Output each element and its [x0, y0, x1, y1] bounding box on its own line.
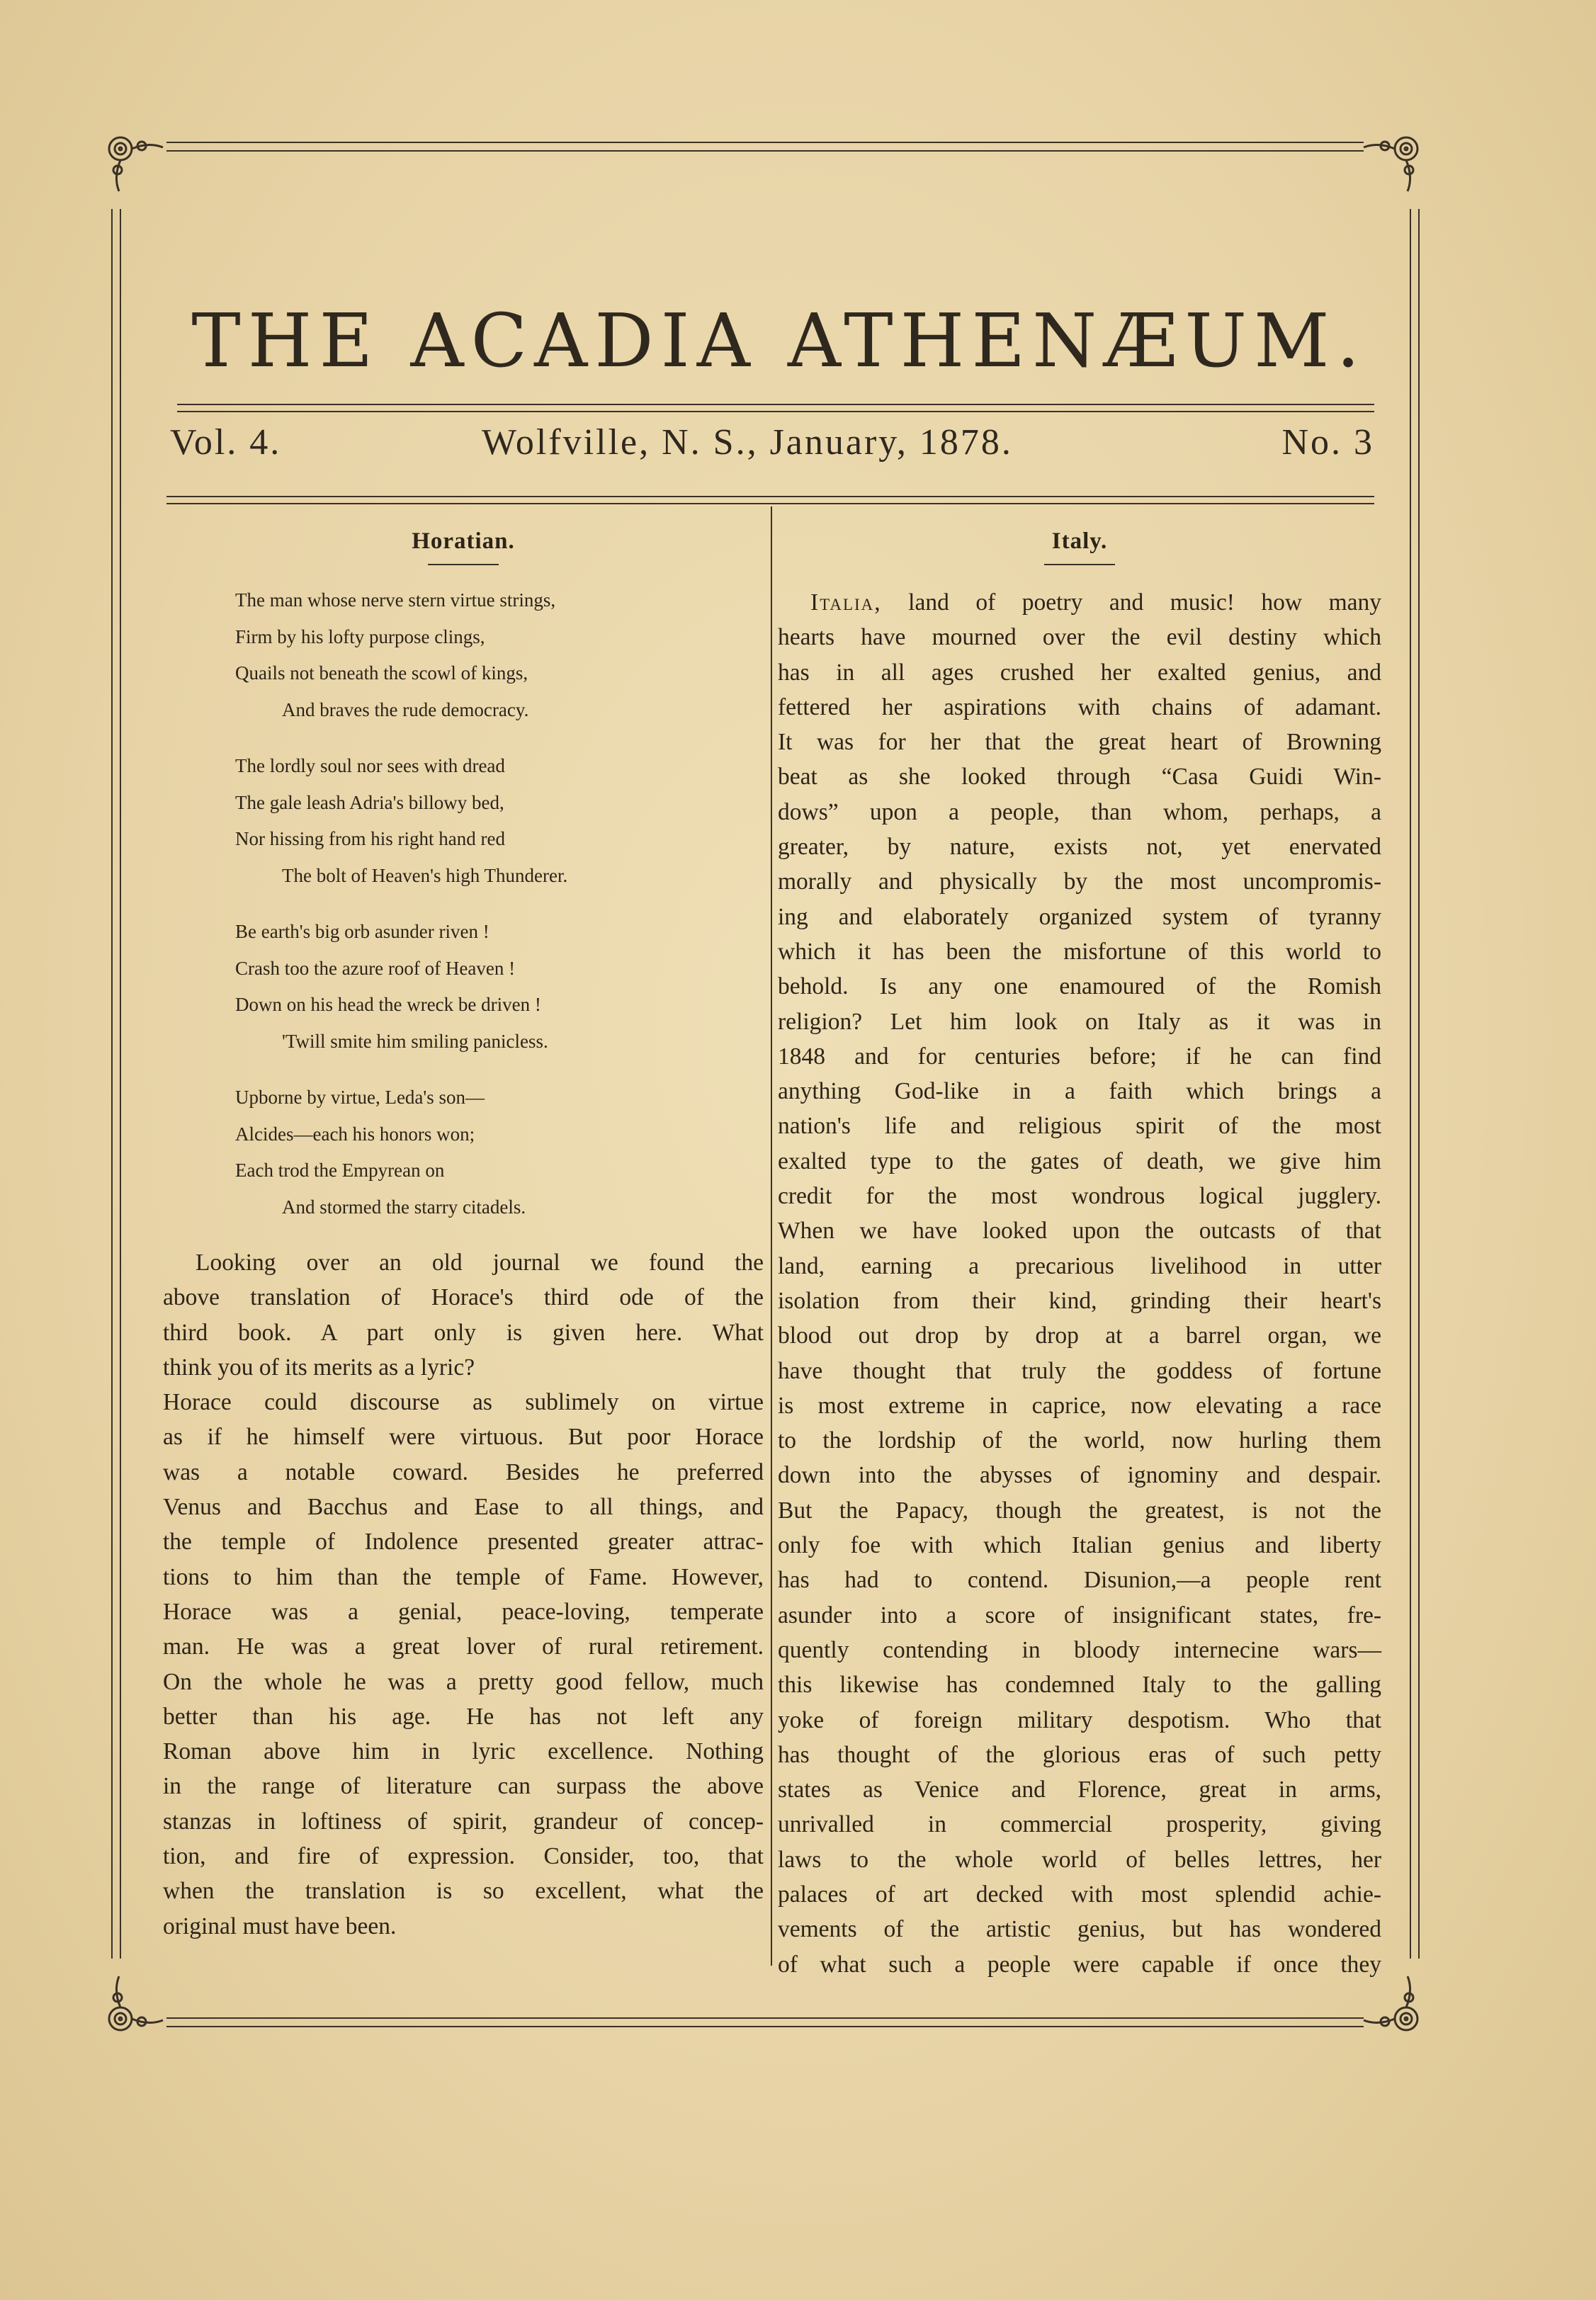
text-line: Looking over an old journal we found the: [196, 1250, 764, 1276]
text-line: is most extreme in caprice, now elevating a race: [778, 1392, 1381, 1419]
text-line: On the whole he was a pretty good fellow, much: [163, 1668, 764, 1695]
text-line: have thought that truly the goddess of fortune: [778, 1357, 1381, 1384]
drop-word: Italia,: [810, 589, 882, 616]
text-line: tions to him than the temple of Fame. However,: [163, 1563, 764, 1590]
text-line: was a notable coward. Besides he preferred: [163, 1458, 764, 1485]
place-date: Wolfville, N. S., January, 1878.: [482, 422, 1013, 463]
masthead-title: THE ACADIA ATHENÆUM.: [191, 298, 1367, 384]
text-line: when the translation is so excellent, what the: [163, 1878, 764, 1905]
text-line: stanzas in loftiness of spirit, grandeur of concep-: [163, 1808, 764, 1835]
text-line: It was for her that the great heart of Browning: [778, 729, 1381, 756]
poem-line: Be earth's big orb asunder riven !: [235, 921, 489, 942]
text-line: blood out drop by drop at a barrel organ, we: [778, 1322, 1381, 1349]
text-line: has had to contend. Disunion,—a people rent: [778, 1567, 1381, 1594]
issue-number: No. 3: [1281, 422, 1374, 463]
text-line: better than his age. He has not left any: [163, 1703, 764, 1730]
article-title-italy: Italy.: [1051, 528, 1108, 554]
column-divider: [771, 506, 772, 1966]
text-line: of what such a people were capable if once they: [778, 1951, 1381, 1978]
text-line: original must have been.: [163, 1913, 397, 1939]
text-line: asunder into a score of insignificant states, fre-: [778, 1602, 1381, 1628]
text-line: which it has been the misfortune of this world to: [778, 938, 1381, 965]
poem-stanza: [235, 1080, 764, 1225]
title-rule: [428, 564, 499, 565]
text-line: man. He was a great lover of rural retirement.: [163, 1633, 764, 1660]
text-line: only foe with which Italian genius and liberty: [778, 1532, 1381, 1559]
text-line: nation's life and religious spirit of the most: [778, 1113, 1381, 1140]
text-line: dows” upon a people, than whom, perhaps, a: [778, 798, 1381, 825]
poem-line: Crash too the azure roof of Heaven !: [235, 957, 516, 979]
text-line: isolation from their kind, grinding their heart's: [778, 1287, 1381, 1314]
poem-line: And braves the rude democracy.: [282, 698, 529, 720]
poem-line: Upborne by virtue, Leda's son—: [235, 1087, 485, 1108]
poem-stanza: [235, 748, 764, 894]
text-line: to the lordship of the world, now hurling them: [778, 1427, 1381, 1454]
text-line: religion? Let him look on Italy as it was in: [778, 1008, 1381, 1035]
text-line: as if he himself were virtuous. But poor Horace: [163, 1424, 764, 1451]
text-line: think you of its merits as a lyric?: [163, 1354, 475, 1381]
poem-line: 'Twill smite him smiling panicless.: [282, 1030, 548, 1052]
text-line: laws to the whole world of belles lettres, her: [778, 1846, 1381, 1873]
text-line: third book. A part only is given here. What: [163, 1319, 764, 1346]
text-line: quently contending in bloody internecine wars—: [778, 1636, 1381, 1663]
poem-line: The lordly soul nor sees with dread: [235, 755, 505, 776]
issue-info: [170, 421, 1374, 485]
text-line: Horace could discourse as sublimely on virtue: [163, 1389, 764, 1416]
text-line: tion, and fire of expression. Consider, too, that: [163, 1843, 764, 1870]
corner-ornament-bottom-left: [99, 1969, 170, 2040]
title-rule: [1044, 564, 1115, 565]
text-line: behold. Is any one enamoured of the Romish: [778, 973, 1381, 1000]
text-line: has in all ages crushed her exalted genius, and: [778, 659, 1381, 686]
text-line: vements of the artistic genius, but has wondered: [778, 1916, 1381, 1943]
poem-line: The bolt of Heaven's high Thunderer.: [282, 864, 568, 886]
poem-stanza: [235, 914, 764, 1060]
article-title-horatian: Horatian.: [412, 528, 515, 554]
text-line: unrivalled in commercial prosperity, giving: [778, 1811, 1381, 1838]
text-line: But the Papacy, though the greatest, is not the: [778, 1497, 1381, 1524]
text-line: yoke of foreign military despotism. Who that: [778, 1706, 1381, 1733]
text-line: Roman above him in lyric excellence. Nothing: [163, 1738, 764, 1765]
text-line: exalted type to the gates of death, we give him: [778, 1148, 1381, 1174]
text-line: [778, 585, 1381, 620]
article-body-italy: [778, 585, 1381, 1982]
text-line: in the range of literature can surpass the above: [163, 1773, 764, 1800]
corner-ornament-top-left: [99, 128, 170, 198]
text-line: hearts have mourned over the evil destiny which: [778, 624, 1381, 651]
poem-line: Down on his head the wreck be driven !: [235, 994, 541, 1015]
text-line: fettered her aspirations with chains of adamant.: [778, 693, 1381, 720]
corner-ornament-top-right: [1357, 128, 1427, 198]
poem-line: Quails not beneath the scowl of kings,: [235, 662, 528, 684]
poem-line: Firm by his lofty purpose clings,: [235, 625, 485, 647]
text-line: greater, by nature, exists not, yet enervated: [778, 834, 1381, 861]
text-fragment: land of poetry and music! how many: [881, 589, 1381, 616]
text-line: Horace was a genial, peace-loving, temperate: [163, 1598, 764, 1625]
text-line: down into the abysses of ignominy and despair.: [778, 1462, 1381, 1489]
text-line: morally and physically by the most uncompromis-: [778, 868, 1381, 895]
text-line: anything God-like in a faith which brings a: [778, 1078, 1381, 1105]
text-line: Venus and Bacchus and Ease to all things, and: [163, 1494, 764, 1521]
text-line: 1848 and for centuries before; if he can find: [778, 1043, 1381, 1070]
text-line: above translation of Horace's third ode of the: [163, 1284, 764, 1311]
poem-line: Each trod the Empyrean on: [235, 1160, 445, 1181]
text-line: beat as she looked through “Casa Guidi Win-: [778, 764, 1381, 791]
poem-line: The man whose nerve stern virtue strings,: [235, 589, 556, 611]
volume-label: Vol. 4.: [170, 422, 282, 463]
text-line: credit for the most wondrous logical jugglery.: [778, 1183, 1381, 1210]
text-line: palaces of art decked with most splendid achie-: [778, 1881, 1381, 1908]
text-line: states as Venice and Florence, great in arms,: [778, 1777, 1381, 1803]
poem-stanza: [235, 582, 764, 728]
text-line: has thought of the glorious eras of such petty: [778, 1741, 1381, 1768]
poem-line: The gale leash Adria's billowy bed,: [235, 791, 504, 813]
poem: [235, 582, 764, 1225]
text-line: this likewise has condemned Italy to the galling: [778, 1672, 1381, 1699]
poem-line: Alcides—each his honors won;: [235, 1123, 475, 1145]
left-column: [163, 524, 764, 1944]
poem-line: And stormed the starry citadels.: [282, 1196, 526, 1218]
text-line: When we have looked upon the outcasts of that: [778, 1218, 1381, 1245]
article-body-horatian: [163, 1245, 764, 1944]
text-line: the temple of Indolence presented greater attrac-: [163, 1529, 764, 1556]
text-line: land, earning a precarious livelihood in utter: [778, 1252, 1381, 1279]
right-column: [778, 524, 1381, 1982]
poem-line: Nor hissing from his right hand red: [235, 828, 505, 849]
text-line: ing and elaborately organized system of tyranny: [778, 903, 1381, 930]
